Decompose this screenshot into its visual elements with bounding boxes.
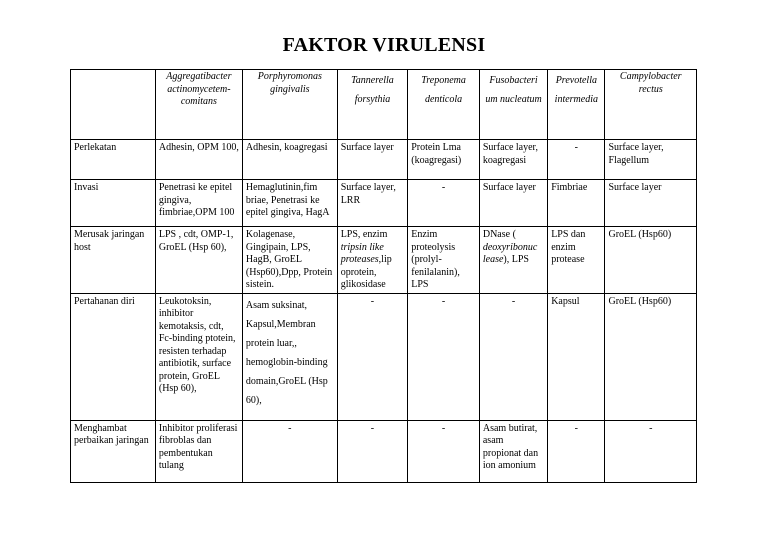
cell-text-italic: tripsin like proteases bbox=[340, 241, 384, 265]
table-cell: - bbox=[605, 420, 697, 482]
table-cell: Adhesin, koagregasi bbox=[242, 140, 337, 180]
table-cell: - bbox=[337, 420, 408, 482]
table-cell: GroEL (Hsp60) bbox=[605, 227, 697, 294]
table-cell: - bbox=[479, 293, 547, 420]
table-cell: GroEL (Hsp60) bbox=[605, 293, 697, 420]
cell-text: ,lip oprotein, glikosidase bbox=[340, 254, 392, 290]
table-cell: - bbox=[408, 180, 480, 227]
table-cell: Surface layer bbox=[479, 180, 547, 227]
table-cell: - bbox=[337, 293, 408, 420]
row-label: Menghambat perbaikan jaringan bbox=[71, 420, 156, 482]
header-cell-prevotella: Prevotella intermedia bbox=[548, 70, 605, 140]
header-cell-empty bbox=[71, 70, 156, 140]
row-label: Perlekatan bbox=[71, 140, 156, 180]
row-label: Pertahanan diri bbox=[71, 293, 156, 420]
header-cell-tannerella: Tannerella forsythia bbox=[337, 70, 408, 140]
table-cell: Adhesin, OPM 100, bbox=[155, 140, 242, 180]
table-cell: LPS , cdt, OMP-1, GroEL (Hsp 60), bbox=[155, 227, 242, 294]
table-cell: Leukotoksin, inhibitor kemotaksis, cdt, Fc-binding ptotein, resisten terhadap antibiotik, surface protein, GroEL (Hsp 60), bbox=[155, 293, 242, 420]
cell-text-italic: deoxyribonuc lease bbox=[482, 241, 538, 265]
table-cell: Enzim proteolysis (prolyl-fenilalanin), LPS bbox=[408, 227, 480, 294]
header-cell-aggregatibacter: Aggregatibacter actinomycetem-comitans bbox=[155, 70, 242, 140]
table-cell: Surface layer, koagregasi bbox=[479, 140, 547, 180]
table-cell bbox=[479, 227, 547, 294]
table-cell: Kolagenase, Gingipain, LPS, HagB, GroEL (Hsp60),Dpp, Protein sistein. bbox=[242, 227, 337, 294]
table-cell: Hemaglutinin,fim briae, Penetrasi ke epitel gingiva, HagA bbox=[242, 180, 337, 227]
table-cell: Asam butirat, asam propionat dan ion amonium bbox=[479, 420, 547, 482]
table-header-row bbox=[71, 70, 697, 140]
table-cell: - bbox=[548, 420, 605, 482]
cell-text: LPS, enzim bbox=[340, 229, 388, 240]
table-row bbox=[71, 420, 697, 482]
table-cell: Surface layer, Flagellum bbox=[605, 140, 697, 180]
header-cell-fusobacterium: Fusobacteri um nucleatum bbox=[479, 70, 547, 140]
cell-text: ), LPS bbox=[503, 254, 529, 265]
table-cell: Surface layer bbox=[605, 180, 697, 227]
table-row bbox=[71, 227, 697, 294]
table-row bbox=[71, 140, 697, 180]
table-row bbox=[71, 293, 697, 420]
table-cell bbox=[337, 227, 408, 294]
cell-text: DNase ( bbox=[482, 229, 516, 240]
row-label: Merusak jaringan host bbox=[71, 227, 156, 294]
table-cell: - bbox=[548, 140, 605, 180]
table-cell: Protein Lma (koagregasi) bbox=[408, 140, 480, 180]
table-cell: - bbox=[408, 293, 480, 420]
virulence-factor-table bbox=[70, 69, 697, 483]
table-cell: Penetrasi ke epitel gingiva, fimbriae,OPM 100 bbox=[155, 180, 242, 227]
header-cell-campylobacter: Campylobacter rectus bbox=[605, 70, 697, 140]
header-cell-porphyromonas: Porphyromonas gingivalis bbox=[242, 70, 337, 140]
table-cell: LPS dan enzim protease bbox=[548, 227, 605, 294]
table-cell: - bbox=[408, 420, 480, 482]
header-cell-treponema: Treponema denticola bbox=[408, 70, 480, 140]
table-cell: Fimbriae bbox=[548, 180, 605, 227]
row-label: Invasi bbox=[71, 180, 156, 227]
table-row bbox=[71, 180, 697, 227]
page-title: FAKTOR VIRULENSI bbox=[282, 34, 486, 56]
table-cell: Inhibitor proliferasi fibroblas dan pembentukan tulang bbox=[155, 420, 242, 482]
table-cell: Kapsul bbox=[548, 293, 605, 420]
table-cell: Surface layer, LRR bbox=[337, 180, 408, 227]
table-cell: - bbox=[242, 420, 337, 482]
table-cell: Surface layer bbox=[337, 140, 408, 180]
table-cell: Asam suksinat, Kapsul,Membran protein luar,, hemoglobin-binding domain,GroEL (Hsp 60), bbox=[242, 293, 337, 420]
